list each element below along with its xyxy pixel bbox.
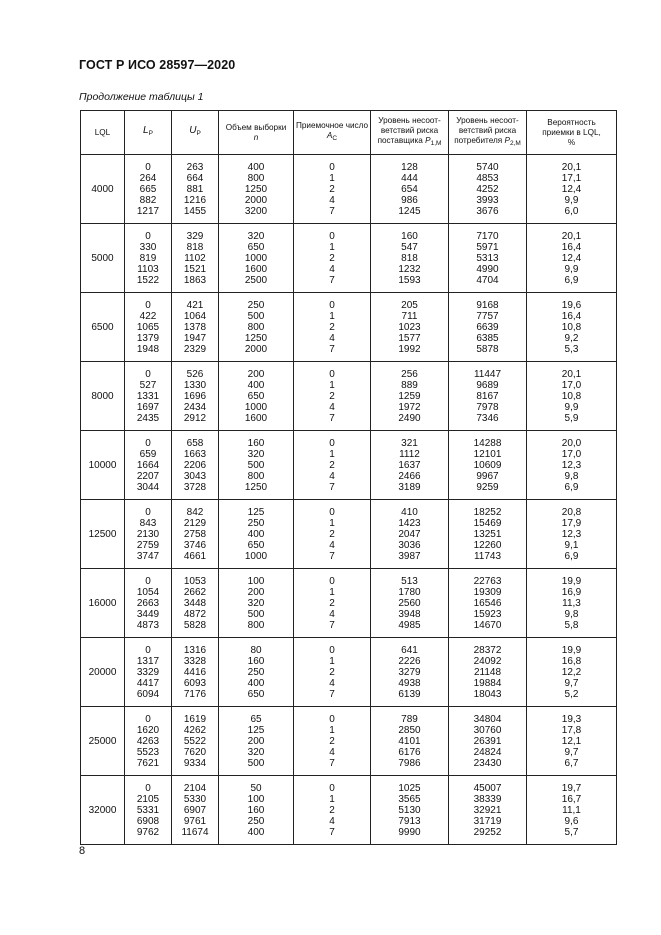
cell-prob: 20,8 17,9 12,3 9,1 6,9 [527,500,617,569]
table-caption: Продолжение таблицы 1 [79,91,204,103]
cell-prob: 19,7 16,7 11,1 9,6 5,7 [527,776,617,845]
table-header-row [81,111,617,155]
cell-lp: 0 330 819 1103 1522 [125,224,172,293]
cell-ac: 0 1 2 4 7 [294,431,371,500]
table-row [81,569,617,638]
cell-p1: 789 2850 4101 6176 7986 [371,707,449,776]
cell-prob: 20,1 17,1 12,4 9,9 6,0 [527,155,617,224]
table-row [81,776,617,845]
cell-lql: 10000 [81,431,125,500]
cell-up: 2104 5330 6907 9761 11674 [172,776,219,845]
cell-ac: 0 1 2 4 7 [294,362,371,431]
table-row [81,224,617,293]
document-title: ГОСТ Р ИСО 28597—2020 [79,58,236,72]
table-row [81,155,617,224]
cell-up: 526 1330 1696 2434 2912 [172,362,219,431]
cell-lql: 20000 [81,638,125,707]
cell-up: 1053 2662 3448 4872 5828 [172,569,219,638]
cell-p1: 321 1112 1637 2466 3189 [371,431,449,500]
col-header-acceptance-probability: Вероятность приемки в LQL, % [527,111,617,155]
cell-lql: 12500 [81,500,125,569]
cell-up: 1619 4262 5522 7620 9334 [172,707,219,776]
cell-prob: 19,9 16,8 12,2 9,7 5,2 [527,638,617,707]
cell-p1: 256 889 1259 1972 2490 [371,362,449,431]
cell-prob: 19,6 16,4 10,8 9,2 5,3 [527,293,617,362]
cell-up: 658 1663 2206 3043 3728 [172,431,219,500]
cell-up: 329 818 1102 1521 1863 [172,224,219,293]
cell-p2: 14288 12101 10609 9967 9259 [449,431,527,500]
cell-lql: 5000 [81,224,125,293]
cell-lql: 8000 [81,362,125,431]
cell-p2: 34804 30760 26391 24824 23430 [449,707,527,776]
cell-p1: 513 1780 2560 3948 4985 [371,569,449,638]
cell-n: 125 250 400 650 1000 [219,500,294,569]
cell-ac: 0 1 2 4 7 [294,155,371,224]
cell-up: 263 664 881 1216 1455 [172,155,219,224]
cell-lp: 0 1317 3329 4417 6094 [125,638,172,707]
cell-lp: 0 1620 4263 5523 7621 [125,707,172,776]
cell-lql: 4000 [81,155,125,224]
cell-prob: 19,3 17,8 12,1 9,7 6,7 [527,707,617,776]
cell-lql: 6500 [81,293,125,362]
cell-p2: 18252 15469 13251 12260 11743 [449,500,527,569]
cell-p1: 128 444 654 986 1245 [371,155,449,224]
cell-p1: 410 1423 2047 3036 3987 [371,500,449,569]
cell-lp: 0 527 1331 1697 2435 [125,362,172,431]
table-row [81,500,617,569]
cell-p1: 160 547 818 1232 1593 [371,224,449,293]
cell-p2: 5740 4853 4252 3993 3676 [449,155,527,224]
cell-ac: 0 1 2 4 7 [294,293,371,362]
cell-n: 65 125 200 320 500 [219,707,294,776]
cell-up: 421 1064 1378 1947 2329 [172,293,219,362]
col-header-acceptance-number: Приемочное число $A_C$ [294,111,371,155]
cell-p1: 205 711 1023 1577 1992 [371,293,449,362]
cell-n: 80 160 250 400 650 [219,638,294,707]
cell-lp: 0 659 1664 2207 3044 [125,431,172,500]
cell-lql: 32000 [81,776,125,845]
cell-p1: 1025 3565 5130 7913 9990 [371,776,449,845]
cell-prob: 20,1 16,4 12,4 9,9 6,9 [527,224,617,293]
cell-ac: 0 1 2 4 7 [294,776,371,845]
table-row [81,431,617,500]
cell-prob: 20,0 17,0 12,3 9,8 6,9 [527,431,617,500]
cell-n: 400 800 1250 2000 3200 [219,155,294,224]
table-row [81,638,617,707]
table-row [81,293,617,362]
cell-prob: 20,1 17,0 10,8 9,9 5,9 [527,362,617,431]
col-header-consumer-risk: Уровень несоот- ветствий риска потребителя $P_{2,M}$ [449,111,527,155]
cell-p1: 641 2226 3279 4938 6139 [371,638,449,707]
cell-ac: 0 1 2 4 7 [294,638,371,707]
cell-lp: 0 264 665 882 1217 [125,155,172,224]
cell-ac: 0 1 2 4 7 [294,500,371,569]
cell-p2: 28372 24092 21148 19884 18043 [449,638,527,707]
cell-up: 842 2129 2758 3746 4661 [172,500,219,569]
col-header-sample-size: Объем выборки n [219,111,294,155]
col-header-supplier-risk: Уровень несоот- ветствий риска поставщика $P_{1,M}$ [371,111,449,155]
cell-up: 1316 3328 4416 6093 7176 [172,638,219,707]
cell-p2: 11447 9689 8167 7978 7346 [449,362,527,431]
cell-n: 320 650 1000 1600 2500 [219,224,294,293]
col-header-lql: LQL [81,111,125,155]
cell-n: 50 100 160 250 400 [219,776,294,845]
page-number: 8 [79,845,86,857]
table-row [81,707,617,776]
cell-p2: 22763 19309 16546 15923 14670 [449,569,527,638]
col-header-lp: $L_P$ [125,111,172,155]
cell-n: 160 320 500 800 1250 [219,431,294,500]
table-row [81,362,617,431]
cell-n: 100 200 320 500 800 [219,569,294,638]
cell-lp: 0 2105 5331 6908 9762 [125,776,172,845]
cell-n: 200 400 650 1000 1600 [219,362,294,431]
cell-p2: 9168 7757 6639 6385 5878 [449,293,527,362]
cell-p2: 45007 38339 32921 31719 29252 [449,776,527,845]
sampling-plan-table [80,110,617,845]
cell-lp: 0 422 1065 1379 1948 [125,293,172,362]
cell-ac: 0 1 2 4 7 [294,569,371,638]
cell-lql: 25000 [81,707,125,776]
cell-prob: 19,9 16,9 11,3 9,8 5,8 [527,569,617,638]
cell-lql: 16000 [81,569,125,638]
cell-ac: 0 1 2 4 7 [294,224,371,293]
cell-lp: 0 843 2130 2759 3747 [125,500,172,569]
cell-ac: 0 1 2 4 7 [294,707,371,776]
col-header-up: $U_P$ [172,111,219,155]
cell-p2: 7170 5971 5313 4990 4704 [449,224,527,293]
cell-lp: 0 1054 2663 3449 4873 [125,569,172,638]
cell-n: 250 500 800 1250 2000 [219,293,294,362]
